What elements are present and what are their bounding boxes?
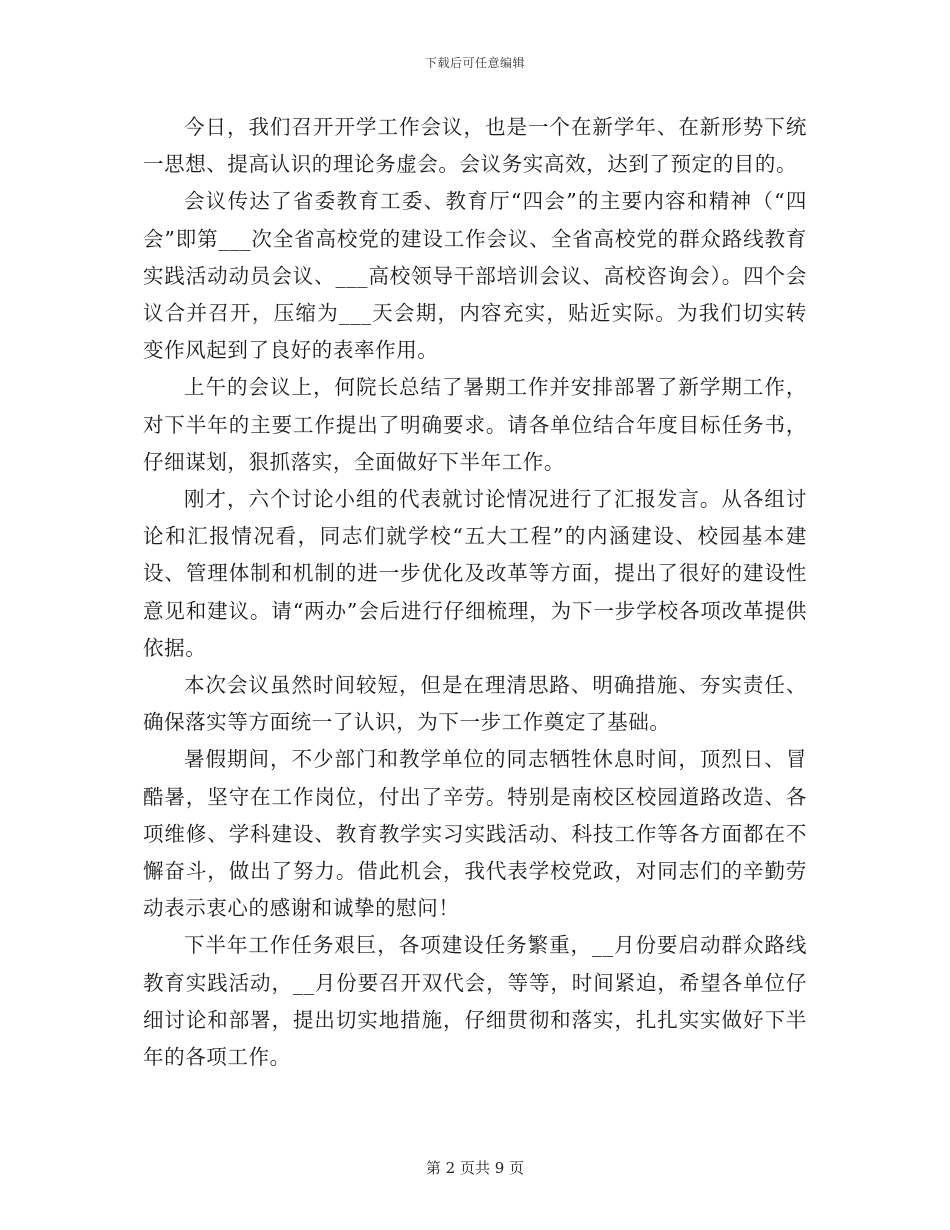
paragraph-7: 下半年工作任务艰巨，各项建设任务繁重，__月份要启动群众路线教育实践活动，__月份要召开双代会，等等，时间紧迫，希望各单位仔细讨论和部署，提出切实地措施，仔细贯彻和落实，扎扎实实做好下半年的各项工作。 bbox=[143, 933, 807, 1070]
paragraph-2: 会议传达了省委教育工委、教育厅“四会”的主要内容和精神（“四会”即第___次全省高校党的建设工作会议、全省高校党的群众路线教育实践活动动员会议、___高校领导干部培训会议、高校咨询会）。四个会议合并召开，压缩为___天会期，内容充实，贴近实际。为我们切实转变作风起到了良好的表率作用。 bbox=[143, 189, 807, 363]
paragraph-5: 本次会议虽然时间较短，但是在理清思路、明确措施、夯实责任、确保落实等方面统一了认识，为下一步工作奠定了基础。 bbox=[143, 673, 807, 735]
page-number-footer: 第 2 页共 9 页 bbox=[425, 1159, 525, 1177]
document-body bbox=[143, 109, 807, 1076]
paragraph-6: 暑假期间，不少部门和教学单位的同志牺牲休息时间，顶烈日、冒酷暑，坚守在工作岗位，付出了辛劳。特别是南校区校园道路改造、各项维修、学科建设、教育教学实习实践活动、科技工作等各方面都在不懈奋斗，做出了努力。借此机会，我代表学校党政，对同志们的辛勤劳动表示衷心的感谢和诚挚的慰问！ bbox=[143, 747, 807, 921]
paragraph-1: 今日，我们召开开学工作会议，也是一个在新学年、在新形势下统一思想、提高认识的理论务虚会。会议务实高效，达到了预定的目的。 bbox=[143, 115, 807, 177]
paragraph-4: 刚才，六个讨论小组的代表就讨论情况进行了汇报发言。从各组讨论和汇报情况看，同志们就学校“五大工程”的内涵建设、校园基本建设、管理体制和机制的进一步优化及改革等方面，提出了很好的建设性意见和建议。请“两办”会后进行仔细梳理，为下一步学校各项改革提供依据。 bbox=[143, 487, 807, 660]
page-header: 下载后可任意编辑 bbox=[424, 56, 525, 70]
paragraph-3: 上午的会议上，何院长总结了暑期工作并安排部署了新学期工作，对下半年的主要工作提出了明确要求。请各单位结合年度目标任务书，仔细谋划，狠抓落实，全面做好下半年工作。 bbox=[143, 375, 807, 474]
